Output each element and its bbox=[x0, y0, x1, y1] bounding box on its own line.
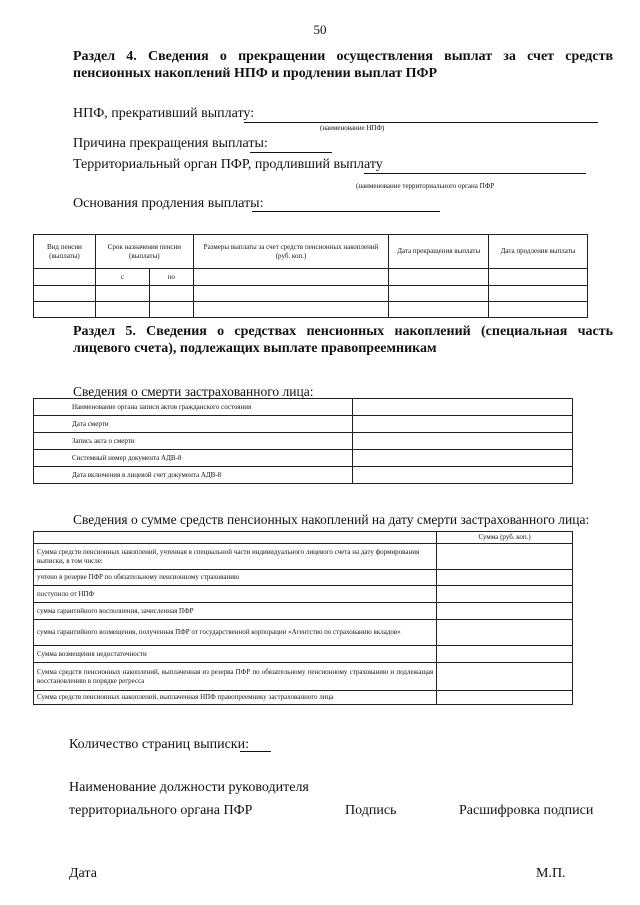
col-pension-type: Вид пенсии (выплаты) bbox=[34, 235, 96, 269]
page-number: 50 bbox=[313, 22, 327, 37]
death-row-value[interactable] bbox=[353, 450, 573, 467]
grounds-field-line[interactable] bbox=[252, 211, 440, 212]
reason-label: Причина прекращения выплаты: bbox=[73, 136, 268, 151]
table-cell[interactable] bbox=[193, 302, 389, 318]
territorial-field-line[interactable] bbox=[364, 173, 586, 174]
section4-heading: Раздел 4. Сведения о прекращении осуществления выплат за счет средств пенсионных накоплений НПФ и продлении выплат ПФР bbox=[73, 49, 613, 81]
section5-heading: Раздел 5. Сведения о средствах пенсионных накоплений (специальная часть лицевого счета), подлежащих выплате правопреемникам bbox=[73, 324, 613, 356]
death-row-value[interactable] bbox=[353, 416, 573, 433]
reason-field-line[interactable] bbox=[250, 152, 332, 153]
sum-row-label: Сумма средств пенсионных накоплений, учтенная в специальной части индивидуального лицевого счета на дату формирования выписки, в том числе: bbox=[34, 544, 437, 570]
sum-row-label: учтено в резерве ПФР по обязательному пенсионному страхованию bbox=[34, 570, 437, 586]
sum-row-value[interactable] bbox=[437, 603, 573, 620]
sum-row-value[interactable] bbox=[437, 570, 573, 586]
sum-info-table bbox=[33, 531, 573, 705]
position-line2: территориального органа ПФР bbox=[69, 803, 253, 818]
death-row-value[interactable] bbox=[353, 433, 573, 450]
sum-row-label: сумма гарантийного восполнения, зачисленная ПФР bbox=[34, 603, 437, 620]
death-row-label: Наименование органа записи актов гражданского состояния bbox=[34, 399, 353, 416]
table-cell[interactable] bbox=[489, 269, 588, 286]
territorial-caption: (наименование территориального органа ПФР bbox=[356, 182, 495, 190]
death-info-table bbox=[33, 398, 573, 484]
subcol-to: по bbox=[149, 269, 193, 286]
death-row-value[interactable] bbox=[353, 399, 573, 416]
table-cell bbox=[34, 532, 437, 544]
subcol-from: с bbox=[95, 269, 149, 286]
table-cell[interactable] bbox=[149, 286, 193, 302]
sum-row-value[interactable] bbox=[437, 620, 573, 646]
death-row-label: Системный номер документа АДВ-8 bbox=[34, 450, 353, 467]
col-assignment-period: Срок назначения пенсии (выплаты) bbox=[95, 235, 193, 269]
table-cell[interactable] bbox=[389, 286, 489, 302]
table-cell[interactable] bbox=[95, 302, 149, 318]
table-cell[interactable] bbox=[149, 302, 193, 318]
sum-row-label: Сумма средств пенсионных накоплений, выплаченная из резерва ПФР по обязательному пенсионному страхованию и подлежащая восстановлению в порядке регресса bbox=[34, 663, 437, 691]
payment-extension-table bbox=[33, 234, 588, 318]
sum-info-title: Сведения о сумме средств пенсионных накоплений на дату смерти застрахованного лица: bbox=[73, 512, 590, 527]
table-cell[interactable] bbox=[489, 286, 588, 302]
death-row-value[interactable] bbox=[353, 467, 573, 484]
table-cell[interactable] bbox=[34, 286, 96, 302]
table-cell[interactable] bbox=[193, 269, 389, 286]
signature-label: Подпись bbox=[345, 803, 397, 818]
npf-label: НПФ, прекративший выплату: bbox=[73, 106, 255, 121]
table-cell[interactable] bbox=[34, 302, 96, 318]
table-cell[interactable] bbox=[193, 286, 389, 302]
sum-row-label: сумма гарантийного возмещения, полученная ПФР от государственной корпорации «Агентство по страхованию вкладов» bbox=[34, 620, 437, 646]
death-row-label: Дата смерти bbox=[34, 416, 353, 433]
position-line1: Наименование должности руководителя bbox=[69, 780, 309, 795]
pages-count-label: Количество страниц выписки: bbox=[69, 737, 249, 752]
sum-column-header: Сумма (руб. коп.) bbox=[437, 532, 573, 544]
table-cell[interactable] bbox=[389, 302, 489, 318]
col-payment-amount: Размеры выплаты за счет средств пенсионных накоплений (руб. коп.) bbox=[193, 235, 389, 269]
sum-row-value[interactable] bbox=[437, 586, 573, 603]
table-cell[interactable] bbox=[389, 269, 489, 286]
date-label: Дата bbox=[69, 866, 97, 881]
table-cell[interactable] bbox=[95, 286, 149, 302]
sum-row-value[interactable] bbox=[437, 691, 573, 705]
sum-row-label: Сумма возмещения недостаточности bbox=[34, 646, 437, 663]
territorial-label: Территориальный орган ПФР, продливший выплату bbox=[73, 157, 383, 172]
col-extension-date: Дата продления выплаты bbox=[489, 235, 588, 269]
sum-row-value[interactable] bbox=[437, 544, 573, 570]
sum-row-value[interactable] bbox=[437, 646, 573, 663]
grounds-label: Основания продления выплаты: bbox=[73, 196, 264, 211]
table-cell[interactable] bbox=[34, 269, 96, 286]
col-termination-date: Дата прекращения выплаты bbox=[389, 235, 489, 269]
death-row-label: Запись акта о смерти bbox=[34, 433, 353, 450]
sum-row-label: поступило от НПФ bbox=[34, 586, 437, 603]
npf-field-line[interactable] bbox=[244, 122, 598, 123]
npf-caption: (наименование НПФ) bbox=[320, 124, 385, 132]
sum-row-value[interactable] bbox=[437, 663, 573, 691]
death-row-label: Дата включения в лицевой счет документа АДВ-8 bbox=[34, 467, 353, 484]
table-cell[interactable] bbox=[489, 302, 588, 318]
pages-count-line[interactable] bbox=[240, 751, 271, 752]
sum-row-label: Сумма средств пенсионных накоплений, выплаченная НПФ правопреемнику застрахованного лица bbox=[34, 691, 437, 705]
stamp-label: М.П. bbox=[536, 866, 566, 881]
death-info-title: Сведения о смерти застрахованного лица: bbox=[73, 384, 314, 399]
signature-decode-label: Расшифровка подписи bbox=[459, 803, 594, 818]
